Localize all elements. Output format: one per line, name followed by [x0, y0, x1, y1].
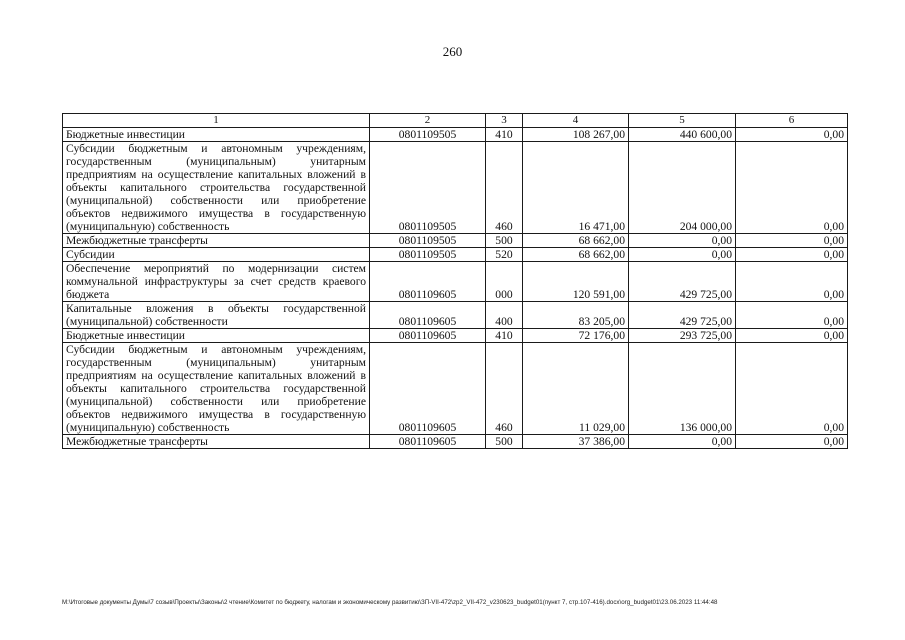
row-value-col4: 16 471,00: [523, 142, 629, 234]
column-header: 3: [486, 114, 523, 128]
table-row: [63, 128, 848, 142]
row-expense-kind: 460: [486, 343, 523, 435]
column-header: 5: [629, 114, 736, 128]
row-value-col5: 440 600,00: [629, 128, 736, 142]
column-header: 1: [63, 114, 370, 128]
row-value-col6: 0,00: [736, 128, 848, 142]
row-name: Обеспечение мероприятий по модернизации систем коммунальной инфраструктуры за счет средств краевого бюджета: [63, 262, 370, 302]
row-name: Субсидии: [63, 248, 370, 262]
budget-table: [62, 113, 848, 449]
row-value-col4: 37 386,00: [523, 435, 629, 449]
row-target-code: 0801109605: [370, 435, 486, 449]
row-name: Субсидии бюджетным и автономным учреждениям, государственным (муниципальным) унитарным предприятиям на осуществление капитальных вложений в объекты капитального строительства государственной (муниципальной) собственности или приобретение объектов недвижимого имущества в государственную (муниципальную) собственность: [63, 142, 370, 234]
table-row: [63, 142, 848, 234]
row-value-col4: 108 267,00: [523, 128, 629, 142]
page-number: 260: [442, 44, 463, 59]
row-target-code: 0801109505: [370, 142, 486, 234]
row-name: Субсидии бюджетным и автономным учреждениям, государственным (муниципальным) унитарным предприятиям на осуществление капитальных вложений в объекты капитального строительства государственной (муниципальной) собственности или приобретение объектов недвижимого имущества в государственную (муниципальную) собственность: [63, 343, 370, 435]
row-value-col6: 0,00: [736, 435, 848, 449]
row-name: Межбюджетные трансферты: [63, 435, 370, 449]
table-row: [63, 262, 848, 302]
row-value-col4: 83 205,00: [523, 302, 629, 329]
row-name: Бюджетные инвестиции: [63, 329, 370, 343]
row-target-code: 0801109605: [370, 302, 486, 329]
row-value-col6: 0,00: [736, 234, 848, 248]
row-value-col6: 0,00: [736, 262, 848, 302]
row-value-col5: 0,00: [629, 248, 736, 262]
row-value-col6: 0,00: [736, 248, 848, 262]
row-value-col6: 0,00: [736, 329, 848, 343]
row-expense-kind: 500: [486, 234, 523, 248]
row-value-col6: 0,00: [736, 343, 848, 435]
table-row: [63, 302, 848, 329]
table-header-row: [63, 114, 848, 128]
table-row: [63, 329, 848, 343]
row-value-col5: 293 725,00: [629, 329, 736, 343]
row-value-col5: 429 725,00: [629, 302, 736, 329]
table-row: [63, 248, 848, 262]
row-target-code: 0801109505: [370, 128, 486, 142]
row-expense-kind: 410: [486, 329, 523, 343]
row-value-col4: 72 176,00: [523, 329, 629, 343]
column-header: 2: [370, 114, 486, 128]
row-name: Бюджетные инвестиции: [63, 128, 370, 142]
row-target-code: 0801109605: [370, 343, 486, 435]
row-value-col5: 0,00: [629, 435, 736, 449]
row-expense-kind: 400: [486, 302, 523, 329]
row-value-col5: 136 000,00: [629, 343, 736, 435]
row-target-code: 0801109605: [370, 329, 486, 343]
row-value-col4: 120 591,00: [523, 262, 629, 302]
row-expense-kind: 500: [486, 435, 523, 449]
row-expense-kind: 410: [486, 128, 523, 142]
table-row: [63, 435, 848, 449]
row-name: Капитальные вложения в объекты государственной (муниципальной) собственности: [63, 302, 370, 329]
table-row: [63, 234, 848, 248]
row-value-col4: 68 662,00: [523, 248, 629, 262]
table-row: [63, 343, 848, 435]
column-header: 4: [523, 114, 629, 128]
row-value-col6: 0,00: [736, 302, 848, 329]
row-value-col6: 0,00: [736, 142, 848, 234]
row-value-col5: 429 725,00: [629, 262, 736, 302]
row-target-code: 0801109505: [370, 248, 486, 262]
row-value-col5: 0,00: [629, 234, 736, 248]
row-target-code: 0801109605: [370, 262, 486, 302]
document-footer-path: M:\Итоговые документы Думы\7 созыв\Проекты\Законы\2 чтение\Комитет по бюджету, налогам и экономическому развитию\ЗП-VII-472\zp2_VII-472_v230623_budget01(пункт 7, стр.107-416).docx\org_budget01\23.06.2023 11:44:48: [62, 599, 718, 606]
row-target-code: 0801109505: [370, 234, 486, 248]
row-expense-kind: 460: [486, 142, 523, 234]
row-expense-kind: 520: [486, 248, 523, 262]
row-value-col4: 68 662,00: [523, 234, 629, 248]
row-value-col5: 204 000,00: [629, 142, 736, 234]
row-value-col4: 11 029,00: [523, 343, 629, 435]
column-header: 6: [736, 114, 848, 128]
row-name: Межбюджетные трансферты: [63, 234, 370, 248]
row-expense-kind: 000: [486, 262, 523, 302]
